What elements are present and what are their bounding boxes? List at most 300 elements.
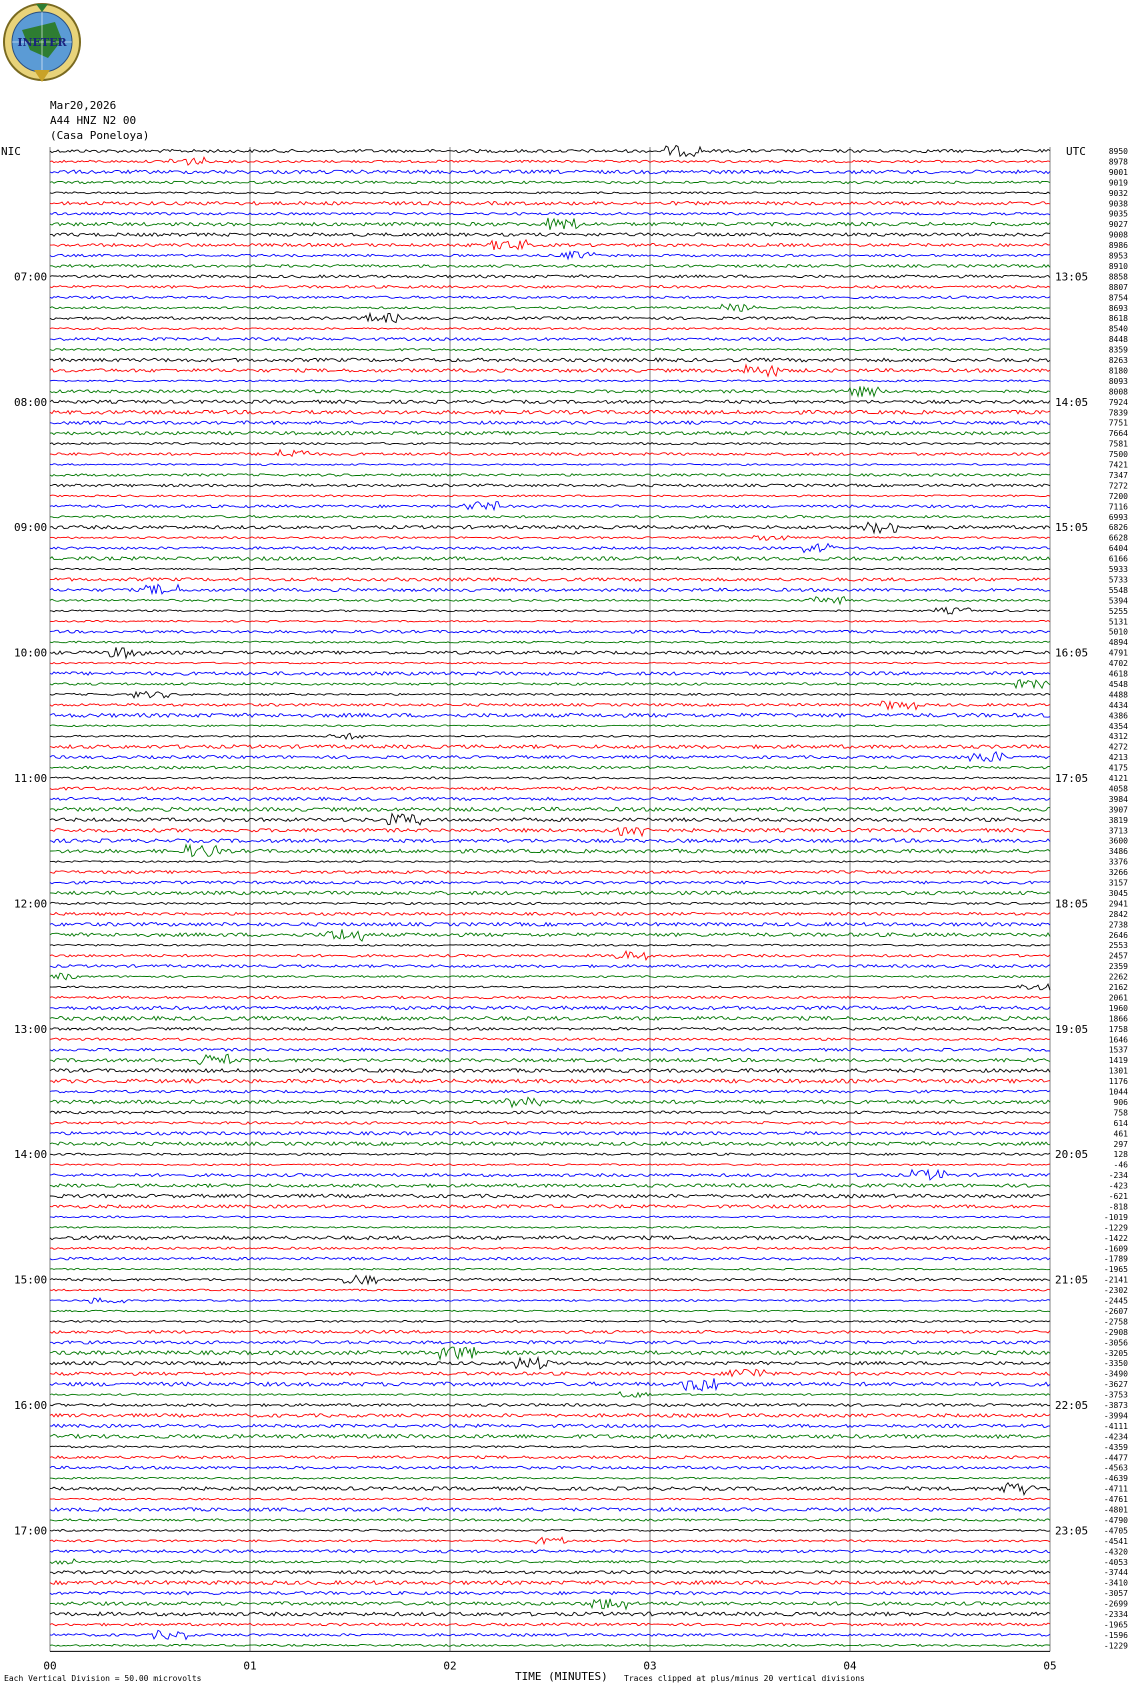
trace-offset-label: 6826 bbox=[1108, 523, 1128, 533]
trace-line bbox=[50, 1268, 1050, 1270]
trace-offset-label: 3819 bbox=[1108, 815, 1128, 825]
trace-offset-label: 9008 bbox=[1108, 230, 1128, 240]
trace-offset-label: 9035 bbox=[1108, 209, 1128, 219]
left-hour-label: 09:00 bbox=[14, 521, 48, 535]
scale-note: Each Vertical Division = 50.00 microvolts bbox=[4, 1674, 202, 1683]
trace-offset-label: 9032 bbox=[1108, 188, 1128, 198]
trace-line bbox=[50, 1341, 1050, 1344]
trace-offset-label: -4711 bbox=[1103, 1484, 1128, 1494]
trace-offset-label: -4320 bbox=[1103, 1547, 1128, 1557]
trace-offset-label: 8858 bbox=[1108, 272, 1128, 282]
left-hour-label: 10:00 bbox=[14, 646, 48, 660]
trace-line bbox=[50, 328, 1050, 330]
trace-line bbox=[50, 944, 1050, 946]
axis-labels bbox=[14, 147, 1128, 1672]
trace-offset-label: -4541 bbox=[1103, 1536, 1128, 1546]
trace-offset-label: 8807 bbox=[1108, 282, 1128, 292]
trace-line bbox=[50, 443, 1050, 445]
trace-offset-label: -1789 bbox=[1103, 1254, 1128, 1264]
x-tick-label: 05 bbox=[1043, 1659, 1057, 1673]
trace-line bbox=[50, 902, 1050, 904]
left-hour-label: 12:00 bbox=[14, 897, 48, 911]
trace-line bbox=[50, 996, 1050, 999]
trace-line bbox=[50, 1216, 1050, 1218]
trace-line bbox=[50, 1559, 1050, 1564]
trace-line bbox=[50, 1498, 1050, 1500]
trace-line bbox=[50, 929, 1050, 941]
right-hour-label: 19:05 bbox=[1055, 1022, 1089, 1036]
left-hour-label: 08:00 bbox=[14, 395, 48, 409]
trace-line bbox=[50, 516, 1050, 519]
trace-offset-label: 9001 bbox=[1108, 167, 1128, 177]
trace-offset-label: 4058 bbox=[1108, 784, 1128, 794]
trace-line bbox=[50, 647, 1050, 658]
trace-line bbox=[50, 845, 1050, 857]
trace-line bbox=[50, 286, 1050, 289]
trace-offset-label: -2607 bbox=[1103, 1306, 1128, 1316]
trace-line bbox=[50, 212, 1050, 215]
trace-offset-label: 9019 bbox=[1108, 178, 1128, 188]
trace-line bbox=[50, 662, 1050, 664]
trace-offset-label: -234 bbox=[1108, 1171, 1128, 1181]
trace-offset-label: 128 bbox=[1113, 1150, 1128, 1160]
trace-offset-label: -3490 bbox=[1103, 1369, 1128, 1379]
trace-line bbox=[50, 973, 1050, 980]
trace-offset-label: -2445 bbox=[1103, 1296, 1128, 1306]
trace-line bbox=[50, 1414, 1050, 1418]
trace-line bbox=[50, 1122, 1050, 1125]
trace-line bbox=[50, 522, 1050, 533]
trace-offset-label: 3713 bbox=[1108, 826, 1128, 836]
trace-offset-label: 7500 bbox=[1108, 450, 1128, 460]
trace-offset-label: -3410 bbox=[1103, 1578, 1128, 1588]
trace-line bbox=[50, 797, 1050, 800]
trace-offset-label: -1019 bbox=[1103, 1212, 1128, 1222]
trace-offset-label: 4175 bbox=[1108, 763, 1128, 773]
trace-line bbox=[50, 641, 1050, 643]
trace-line bbox=[50, 766, 1050, 769]
trace-offset-label: 7421 bbox=[1108, 460, 1128, 470]
trace-line bbox=[50, 814, 1050, 825]
trace-line bbox=[50, 568, 1050, 570]
trace-offset-label: 2457 bbox=[1108, 951, 1128, 961]
right-hour-label: 15:05 bbox=[1055, 521, 1089, 535]
trace-line bbox=[50, 536, 1050, 541]
trace-offset-label: 297 bbox=[1113, 1139, 1128, 1149]
trace-offset-label: -2908 bbox=[1103, 1327, 1128, 1337]
trace-line bbox=[50, 181, 1050, 184]
left-hour-label: 13:00 bbox=[14, 1022, 48, 1036]
trace-line bbox=[50, 410, 1050, 414]
trace-line bbox=[50, 713, 1050, 717]
left-hour-label: 11:00 bbox=[14, 772, 48, 785]
trace-line bbox=[50, 275, 1050, 278]
trace-offset-label: 5733 bbox=[1108, 575, 1128, 585]
trace-offset-label: -2699 bbox=[1103, 1599, 1128, 1609]
trace-offset-label: 8950 bbox=[1108, 147, 1128, 156]
date-label: Mar20,2026 bbox=[50, 99, 117, 112]
trace-offset-label: 7581 bbox=[1108, 439, 1128, 449]
trace-line bbox=[50, 951, 1050, 960]
trace-offset-label: 8978 bbox=[1108, 157, 1128, 167]
trace-line bbox=[50, 1320, 1050, 1322]
trace-line bbox=[50, 380, 1050, 382]
trace-line bbox=[50, 1236, 1050, 1240]
trace-line bbox=[50, 881, 1050, 884]
right-hour-label: 16:05 bbox=[1055, 646, 1089, 660]
trace-line bbox=[50, 701, 1050, 709]
trace-line bbox=[50, 1456, 1050, 1459]
x-tick-label: 01 bbox=[243, 1659, 257, 1673]
trace-line bbox=[50, 1298, 1050, 1303]
trace-offset-label: -4790 bbox=[1103, 1515, 1128, 1525]
trace-offset-label: 758 bbox=[1113, 1108, 1128, 1118]
trace-line bbox=[50, 1227, 1050, 1229]
trace-offset-label: 8448 bbox=[1108, 335, 1128, 345]
trace-line bbox=[50, 1090, 1050, 1093]
right-hour-label: 14:05 bbox=[1055, 395, 1089, 409]
trace-offset-label: 8008 bbox=[1108, 387, 1128, 397]
trace-line bbox=[50, 474, 1050, 477]
right-timezone-label: UTC bbox=[1066, 145, 1086, 158]
trace-line bbox=[50, 1378, 1050, 1390]
trace-offset-label: 3157 bbox=[1108, 878, 1128, 888]
trace-offset-label: 7347 bbox=[1108, 470, 1128, 480]
trace-line bbox=[50, 450, 1050, 457]
trace-line bbox=[50, 585, 1050, 594]
trace-offset-label: -4477 bbox=[1103, 1453, 1128, 1463]
trace-offset-label: 6404 bbox=[1108, 544, 1128, 554]
trace-offset-label: 461 bbox=[1113, 1129, 1128, 1139]
trace-line bbox=[50, 777, 1050, 779]
trace-offset-label: 4213 bbox=[1108, 753, 1128, 763]
trace-offset-label: -1965 bbox=[1103, 1265, 1128, 1275]
trace-offset-label: 1301 bbox=[1108, 1066, 1128, 1076]
trace-line bbox=[50, 1006, 1050, 1010]
trace-offset-label: 9027 bbox=[1108, 220, 1128, 230]
trace-line bbox=[50, 557, 1050, 561]
trace-offset-label: 6628 bbox=[1108, 533, 1128, 543]
trace-line bbox=[50, 1623, 1050, 1626]
trace-line bbox=[50, 1257, 1050, 1260]
right-hour-label: 23:05 bbox=[1055, 1524, 1089, 1538]
trace-offset-label: -3753 bbox=[1103, 1390, 1128, 1400]
left-hour-label: 16:00 bbox=[14, 1399, 48, 1412]
trace-line bbox=[50, 1508, 1050, 1512]
trace-offset-label: -4639 bbox=[1103, 1474, 1128, 1484]
trace-line bbox=[50, 1477, 1050, 1479]
trace-line bbox=[50, 265, 1050, 268]
trace-offset-label: 3266 bbox=[1108, 868, 1128, 878]
trace-line bbox=[50, 170, 1050, 174]
trace-line bbox=[50, 400, 1050, 403]
trace-line bbox=[50, 495, 1050, 497]
trace-line bbox=[50, 1164, 1050, 1166]
trace-line bbox=[50, 218, 1050, 230]
trace-offset-label: 1419 bbox=[1108, 1056, 1128, 1066]
trace-line bbox=[50, 1016, 1050, 1020]
trace-line bbox=[50, 1038, 1050, 1040]
trace-line bbox=[50, 251, 1050, 259]
trace-offset-label: 8953 bbox=[1108, 251, 1128, 261]
trace-line bbox=[50, 1519, 1050, 1521]
trace-offset-label: -3994 bbox=[1103, 1411, 1128, 1421]
trace-offset-label: 4618 bbox=[1108, 669, 1128, 679]
trace-offset-label: 2941 bbox=[1108, 899, 1128, 909]
trace-line bbox=[50, 1592, 1050, 1595]
trace-line bbox=[50, 484, 1050, 487]
x-tick-label: 04 bbox=[843, 1659, 857, 1673]
trace-offset-label: -46 bbox=[1113, 1160, 1128, 1170]
trace-line bbox=[50, 348, 1050, 350]
trace-offset-label: 7839 bbox=[1108, 408, 1128, 418]
trace-offset-label: 6166 bbox=[1108, 554, 1128, 564]
trace-line bbox=[50, 745, 1050, 749]
trace-offset-label: -3744 bbox=[1103, 1568, 1128, 1578]
trace-offset-label: -1422 bbox=[1103, 1233, 1128, 1243]
trace-line bbox=[50, 1153, 1050, 1155]
trace-offset-label: -4359 bbox=[1103, 1442, 1128, 1452]
trace-line bbox=[50, 1289, 1050, 1291]
trace-line bbox=[50, 202, 1050, 206]
right-hour-label: 18:05 bbox=[1055, 897, 1089, 911]
trace-line bbox=[50, 502, 1050, 510]
trace-line bbox=[50, 861, 1050, 863]
trace-offset-label: 8754 bbox=[1108, 293, 1128, 303]
trace-offset-label: 2162 bbox=[1108, 983, 1128, 992]
trace-offset-label: 4702 bbox=[1108, 659, 1128, 669]
right-hour-label: 17:05 bbox=[1055, 772, 1089, 785]
logo-text: INETER bbox=[17, 36, 67, 49]
trace-offset-label: 9038 bbox=[1108, 199, 1128, 209]
trace-offset-label: 4434 bbox=[1108, 700, 1128, 710]
trace-line bbox=[50, 1358, 1050, 1369]
trace-offset-label: 4272 bbox=[1108, 742, 1128, 752]
trace-line bbox=[50, 421, 1050, 424]
trace-line bbox=[50, 620, 1050, 622]
x-tick-label: 03 bbox=[643, 1659, 657, 1673]
trace-line bbox=[50, 1079, 1050, 1083]
trace-offset-label: 8180 bbox=[1108, 366, 1128, 376]
trace-offset-label: 906 bbox=[1113, 1097, 1128, 1107]
seismic-traces bbox=[50, 146, 1050, 1647]
trace-offset-label: -2758 bbox=[1103, 1317, 1128, 1327]
trace-offset-label: 2738 bbox=[1108, 920, 1128, 930]
right-hour-label: 20:05 bbox=[1055, 1148, 1089, 1162]
trace-line bbox=[50, 733, 1050, 739]
trace-line bbox=[50, 1529, 1050, 1531]
trace-line bbox=[50, 1027, 1050, 1030]
trace-line bbox=[50, 839, 1050, 843]
trace-line bbox=[50, 1194, 1050, 1198]
trace-offset-label: 1176 bbox=[1108, 1077, 1128, 1087]
x-tick-label: 00 bbox=[43, 1659, 57, 1673]
trace-offset-label: -4234 bbox=[1103, 1432, 1128, 1442]
trace-offset-label: 5131 bbox=[1108, 617, 1128, 627]
trace-offset-label: -1609 bbox=[1103, 1244, 1128, 1254]
trace-line bbox=[50, 630, 1050, 633]
trace-line bbox=[50, 923, 1050, 927]
trace-offset-label: -1596 bbox=[1103, 1630, 1128, 1640]
left-timezone-label: NIC bbox=[1, 145, 21, 158]
trace-offset-label: 4312 bbox=[1108, 732, 1128, 742]
trace-line bbox=[50, 1644, 1050, 1646]
trace-line bbox=[50, 828, 1050, 836]
trace-line bbox=[50, 1369, 1050, 1376]
trace-offset-label: 7272 bbox=[1108, 481, 1128, 491]
station-label: A44 HNZ N2 00 bbox=[50, 114, 137, 127]
trace-line bbox=[50, 304, 1050, 311]
trace-line bbox=[50, 1466, 1050, 1469]
trace-offset-label: 1758 bbox=[1108, 1024, 1128, 1034]
trace-offset-label: 1960 bbox=[1108, 1003, 1128, 1013]
trace-line bbox=[50, 240, 1050, 250]
trace-line bbox=[50, 1275, 1050, 1284]
trace-line bbox=[50, 965, 1050, 968]
trace-line bbox=[50, 1132, 1050, 1135]
trace-offset-label: -2334 bbox=[1103, 1610, 1128, 1619]
trace-line bbox=[50, 871, 1050, 874]
trace-line bbox=[50, 1537, 1050, 1544]
trace-offset-label: -3056 bbox=[1103, 1338, 1128, 1348]
trace-offset-label: 4121 bbox=[1108, 774, 1128, 783]
trace-line bbox=[50, 1184, 1050, 1188]
right-hour-label: 22:05 bbox=[1055, 1399, 1089, 1412]
trace-line bbox=[50, 891, 1050, 895]
trace-line bbox=[50, 984, 1050, 990]
trace-line bbox=[50, 1550, 1050, 1553]
trace-offset-label: -2141 bbox=[1103, 1275, 1128, 1285]
trace-offset-label: 4488 bbox=[1108, 690, 1128, 700]
trace-offset-label: -4111 bbox=[1103, 1421, 1128, 1431]
trace-line bbox=[50, 296, 1050, 298]
left-hour-label: 14:00 bbox=[14, 1148, 48, 1162]
trace-line bbox=[50, 1205, 1050, 1208]
location-label: (Casa Poneloya) bbox=[50, 129, 150, 142]
trace-offset-label: -818 bbox=[1108, 1202, 1128, 1212]
trace-offset-label: 8910 bbox=[1108, 261, 1128, 271]
trace-offset-label: -4705 bbox=[1103, 1526, 1128, 1536]
trace-line bbox=[50, 787, 1050, 790]
trace-line bbox=[50, 1170, 1050, 1180]
trace-line bbox=[50, 1483, 1050, 1495]
trace-offset-label: 7751 bbox=[1108, 418, 1128, 428]
trace-line bbox=[50, 1310, 1050, 1312]
trace-line bbox=[50, 157, 1050, 165]
trace-offset-label: 1537 bbox=[1108, 1045, 1128, 1055]
trace-offset-label: 2262 bbox=[1108, 972, 1128, 982]
trace-offset-label: 4548 bbox=[1108, 679, 1128, 689]
trace-offset-label: 8263 bbox=[1108, 356, 1128, 365]
left-hour-label: 07:00 bbox=[14, 270, 48, 284]
trace-offset-label: -3873 bbox=[1103, 1401, 1128, 1410]
trace-line bbox=[50, 386, 1050, 396]
left-hour-label: 17:00 bbox=[14, 1524, 48, 1538]
trace-line bbox=[50, 192, 1050, 194]
trace-offset-label: 7664 bbox=[1108, 429, 1128, 439]
trace-line bbox=[50, 464, 1050, 466]
trace-offset-label: -621 bbox=[1108, 1192, 1128, 1201]
trace-offset-label: 4791 bbox=[1108, 648, 1128, 658]
trace-offset-label: -423 bbox=[1108, 1181, 1128, 1191]
trace-offset-label: 8986 bbox=[1108, 241, 1128, 251]
trace-line bbox=[50, 672, 1050, 675]
trace-offset-label: -4801 bbox=[1103, 1505, 1128, 1515]
trace-offset-label: -3205 bbox=[1103, 1348, 1128, 1358]
trace-offset-label: 4894 bbox=[1108, 638, 1128, 648]
trace-line bbox=[50, 358, 1050, 362]
trace-line bbox=[50, 146, 1050, 157]
trace-line bbox=[50, 912, 1050, 915]
trace-line bbox=[50, 725, 1050, 727]
trace-offset-label: 3045 bbox=[1108, 888, 1128, 898]
trace-line bbox=[50, 365, 1050, 376]
trace-line bbox=[50, 1330, 1050, 1333]
trace-offset-label: 8093 bbox=[1108, 376, 1128, 386]
trace-line bbox=[50, 1446, 1050, 1448]
trace-offset-label: 4386 bbox=[1108, 711, 1128, 721]
trace-offset-label: 3984 bbox=[1108, 794, 1128, 804]
trace-line bbox=[50, 432, 1050, 435]
trace-offset-label: 3907 bbox=[1108, 805, 1128, 815]
trace-offset-label: 8359 bbox=[1108, 345, 1128, 355]
trace-offset-label: 7200 bbox=[1108, 491, 1128, 501]
trace-offset-label: 1866 bbox=[1108, 1014, 1128, 1024]
trace-line bbox=[50, 1111, 1050, 1114]
trace-offset-label: 6993 bbox=[1108, 512, 1128, 522]
trace-line bbox=[50, 314, 1050, 323]
trace-offset-label: 5255 bbox=[1108, 606, 1128, 616]
trace-offset-label: 8618 bbox=[1108, 314, 1128, 324]
trace-offset-label: 614 bbox=[1113, 1118, 1128, 1128]
trace-offset-label: 5548 bbox=[1108, 585, 1128, 595]
trace-line bbox=[50, 608, 1050, 614]
trace-line bbox=[50, 544, 1050, 553]
trace-offset-label: -4563 bbox=[1103, 1463, 1128, 1473]
trace-line bbox=[50, 233, 1050, 236]
trace-offset-label: 5394 bbox=[1108, 596, 1128, 606]
trace-line bbox=[50, 1048, 1050, 1051]
trace-line bbox=[50, 338, 1050, 341]
trace-offset-label: 3486 bbox=[1108, 847, 1128, 857]
trace-line bbox=[50, 1434, 1050, 1438]
trace-offset-label: 2553 bbox=[1108, 941, 1128, 951]
trace-offset-label: -3350 bbox=[1103, 1359, 1128, 1369]
trace-offset-label: 7116 bbox=[1108, 502, 1128, 512]
trace-offset-label: 8540 bbox=[1108, 324, 1128, 334]
trace-line bbox=[50, 1581, 1050, 1585]
trace-line bbox=[50, 1612, 1050, 1616]
trace-offset-label: 3376 bbox=[1108, 857, 1128, 867]
x-tick-label: 02 bbox=[443, 1659, 457, 1673]
trace-offset-label: 2359 bbox=[1108, 962, 1128, 972]
left-hour-label: 15:00 bbox=[14, 1273, 48, 1287]
trace-offset-label: 7924 bbox=[1108, 397, 1128, 407]
trace-line bbox=[50, 1599, 1050, 1609]
trace-line bbox=[50, 1054, 1050, 1064]
trace-line bbox=[50, 1571, 1050, 1574]
trace-line bbox=[50, 1630, 1050, 1639]
right-hour-label: 13:05 bbox=[1055, 270, 1089, 284]
trace-line bbox=[50, 680, 1050, 688]
trace-offset-label: -4053 bbox=[1103, 1557, 1128, 1567]
trace-offset-label: 3600 bbox=[1108, 836, 1128, 846]
trace-line bbox=[50, 1392, 1050, 1397]
clip-note: Traces clipped at plus/minus 20 vertical divisions bbox=[624, 1674, 865, 1683]
trace-line bbox=[50, 1247, 1050, 1249]
trace-line bbox=[50, 807, 1050, 811]
trace-offset-label: 1044 bbox=[1108, 1087, 1128, 1097]
